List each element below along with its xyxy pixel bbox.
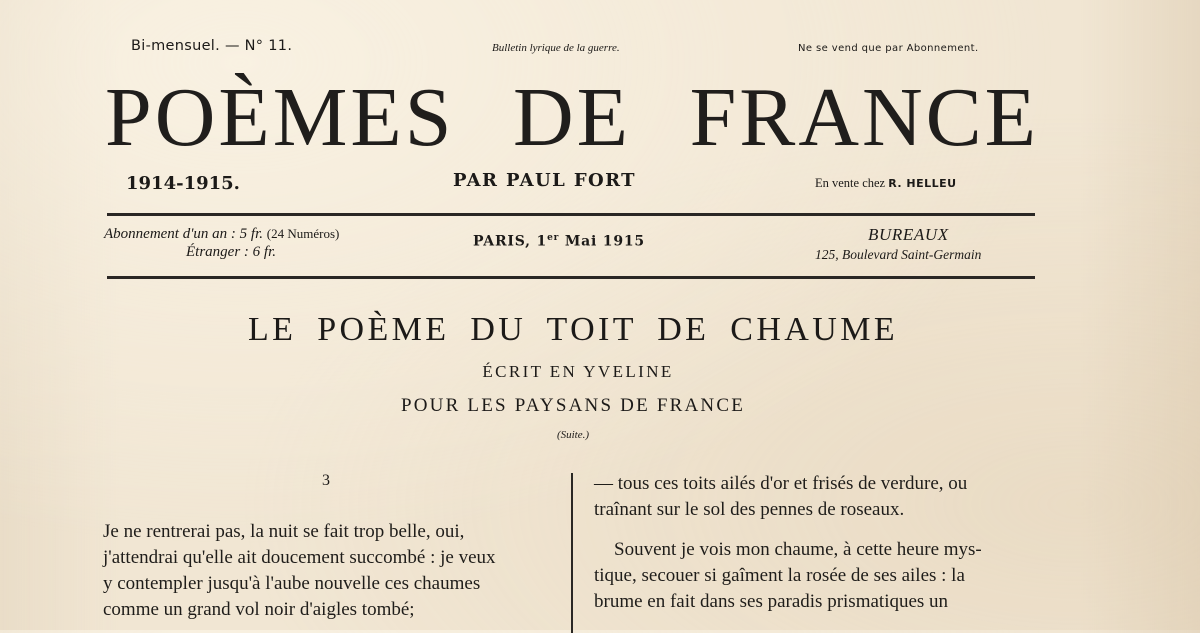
poem-line: Je ne rentrerai pas, la nuit se fait trop belle, oui, [103, 521, 465, 542]
subscription-line [104, 226, 339, 243]
subscription-numbers: (24 Numéros) [266, 226, 340, 241]
poem-line: traînant sur le sol des pennes de roseaux. [594, 499, 905, 520]
subscription-label: Abonnement d'un an : 5 fr. [104, 226, 264, 242]
column-divider [571, 473, 573, 633]
paragraph-gap [594, 523, 1046, 537]
right-column [594, 471, 1046, 615]
poem-line: brume en fait dans ses paradis prismatiques un [594, 591, 949, 612]
years: 1914-1915. [126, 173, 240, 194]
date-place: PARIS, 1 [473, 233, 548, 250]
poem-line: j'attendrai qu'elle ait doucement succombé : je veux [103, 547, 496, 568]
author-line: PAR PAUL FORT [453, 170, 636, 191]
masthead-title: POÈMES DE FRANCE [105, 71, 1039, 164]
continued-note: (Suite.) [556, 429, 590, 441]
sales-info [815, 176, 957, 191]
issue-number: Bi-mensuel. — N° 11. [131, 38, 293, 54]
dateline [473, 233, 645, 250]
section-number: 3 [322, 472, 330, 489]
poem-line: Souvent je vois mon chaume, à cette heure mys- [614, 539, 982, 560]
sales-label: En vente chez [815, 176, 886, 190]
poem-subtitle-dedication: POUR LES PAYSANS DE FRANCE [400, 395, 746, 416]
poem-line: — tous ces toits ailés d'or et frisés de verdure, ou [594, 473, 968, 494]
sale-notice: Ne se vend que par Abonnement. [798, 43, 979, 54]
offices-address: 125, Boulevard Saint-Germain [815, 247, 982, 262]
tagline: Bulletin lyrique de la guerre. [492, 42, 620, 54]
sales-name: R. HELLEU [888, 177, 957, 190]
poem-line: comme un grand vol noir d'aigles tombé; [103, 599, 415, 620]
poem-title: LE POÈME DU TOIT DE CHAUME [247, 311, 898, 348]
top-rule [107, 213, 1035, 216]
offices-heading: BUREAUX [868, 225, 949, 244]
poem-subtitle-place: ÉCRIT EN YVELINE [482, 362, 674, 381]
date-rest: Mai 1915 [559, 233, 645, 250]
bottom-rule [107, 276, 1035, 279]
left-column [103, 519, 553, 623]
date-ordinal: er [547, 233, 560, 243]
foreign-price: Étranger : 6 fr. [186, 244, 276, 260]
poem-line: y contempler jusqu'à l'aube nouvelle ces chaumes [103, 573, 481, 594]
poem-line: tique, secouer si gaîment la rosée de ses ailes : la [594, 565, 965, 586]
